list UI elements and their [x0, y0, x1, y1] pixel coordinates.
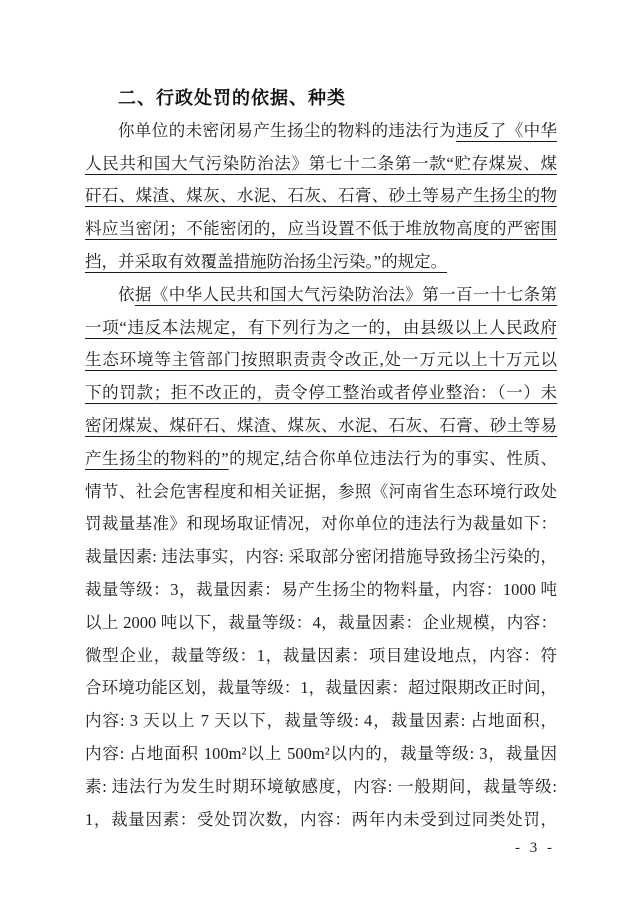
underlined-text-segment: 挡，并采取有效覆盖措施防治扬尘污染。”的规定。 [85, 251, 448, 271]
text-line [85, 180, 557, 213]
text-line [85, 541, 557, 574]
underlined-text-segment: 生态环境等主管部门按照职责责令改正,处一万元以上十万元以 [85, 350, 557, 370]
text-segment: 内容: 占地面积 100m²以上 500m²以内的，裁量等级: 3，裁量因 [85, 743, 557, 763]
text-line [85, 344, 557, 377]
text-segment: 以上 2000 吨以下，裁量等级：4，裁量因素：企业规模，内容： [85, 612, 557, 632]
underlined-text-segment: 矸石、煤渣、煤灰、水泥、石灰、石膏、砂土等易产生扬尘的物 [85, 186, 557, 206]
underlined-text-segment: 据《中华人民共和国大气污染防治法》第一百一十七条第 [134, 284, 557, 304]
underlined-text-segment: 产生扬尘的物料的” [85, 448, 229, 468]
text-line [85, 443, 557, 476]
text-segment: 微型企业，裁量等级：1，裁量因素：项目建设地点，内容：符 [85, 645, 557, 665]
underlined-text-segment: 下的罚款；拒不改正的，责令停工整治或者停业整治：（一）未 [85, 383, 557, 403]
text-line [85, 804, 557, 837]
underlined-text-segment: 一项“违反本法规定，有下列行为之一的，由县级以上人民政府 [85, 317, 557, 337]
text-segment: 内容: 3 天以上 7 天以下，裁量等级: 4，裁量因素: 占地面积， [85, 711, 557, 731]
text-line [85, 771, 557, 804]
text-segment: 的规定,结合你单位违法行为的事实、性质、 [228, 448, 557, 468]
text-line [85, 705, 557, 738]
document-body [85, 82, 557, 856]
underlined-text-segment: 密闭煤炭、煤矸石、煤渣、煤灰、水泥、石灰、石膏、砂土等易 [85, 415, 557, 435]
text-line [85, 213, 557, 246]
text-line [85, 607, 557, 640]
section-heading: 二、行政处罚的依据、种类 [118, 88, 346, 108]
text-segment: 合环境功能区划，裁量等级：1，裁量因素：超过限期改正时间， [85, 678, 557, 698]
underlined-text-segment: 人民共和国大气污染防治法》第七十二条第一款“贮存煤炭、煤 [85, 153, 557, 173]
text-line [85, 672, 557, 705]
text-line [85, 476, 557, 509]
page-number: - 3 - [515, 840, 555, 856]
text-segment: 情节、社会危害程度和相关证据，参照《河南省生态环境行政处 [85, 481, 557, 501]
text-segment: 裁量因素: 违法事实，内容: 采取部分密闭措施导致扬尘污染的， [85, 547, 557, 567]
text-line [85, 640, 557, 673]
text-line [85, 148, 557, 181]
text-segment: 裁量等级：3，裁量因素：易产生扬尘的物料量，内容：1000 吨 [85, 579, 557, 599]
text-segment: 1，裁量因素：受处罚次数，内容：两年内未受到过同类处罚， [85, 809, 557, 829]
text-segment: 罚裁量基准》和现场取证情况，对你单位的违法行为裁量如下： [85, 514, 557, 534]
text-line [85, 738, 557, 771]
text-segment: 依 [118, 284, 135, 304]
underlined-text-segment: 料应当密闭；不能密闭的，应当设置不低于堆放物高度的严密围 [85, 219, 557, 239]
document-lines [85, 115, 557, 837]
text-line [85, 377, 557, 410]
text-line [85, 574, 557, 607]
text-segment: 你单位的未密闭易产生扬尘的物料的违法行为 [118, 120, 456, 140]
underlined-text-segment: 违反了《中华 [456, 120, 557, 140]
text-line [85, 246, 557, 279]
text-line [85, 312, 557, 345]
text-line [85, 508, 557, 541]
text-line [85, 115, 557, 148]
text-line [85, 279, 557, 312]
text-line [85, 410, 557, 443]
text-segment: 素: 违法行为发生时期环境敏感度，内容: 一般期间，裁量等级: [85, 776, 557, 796]
